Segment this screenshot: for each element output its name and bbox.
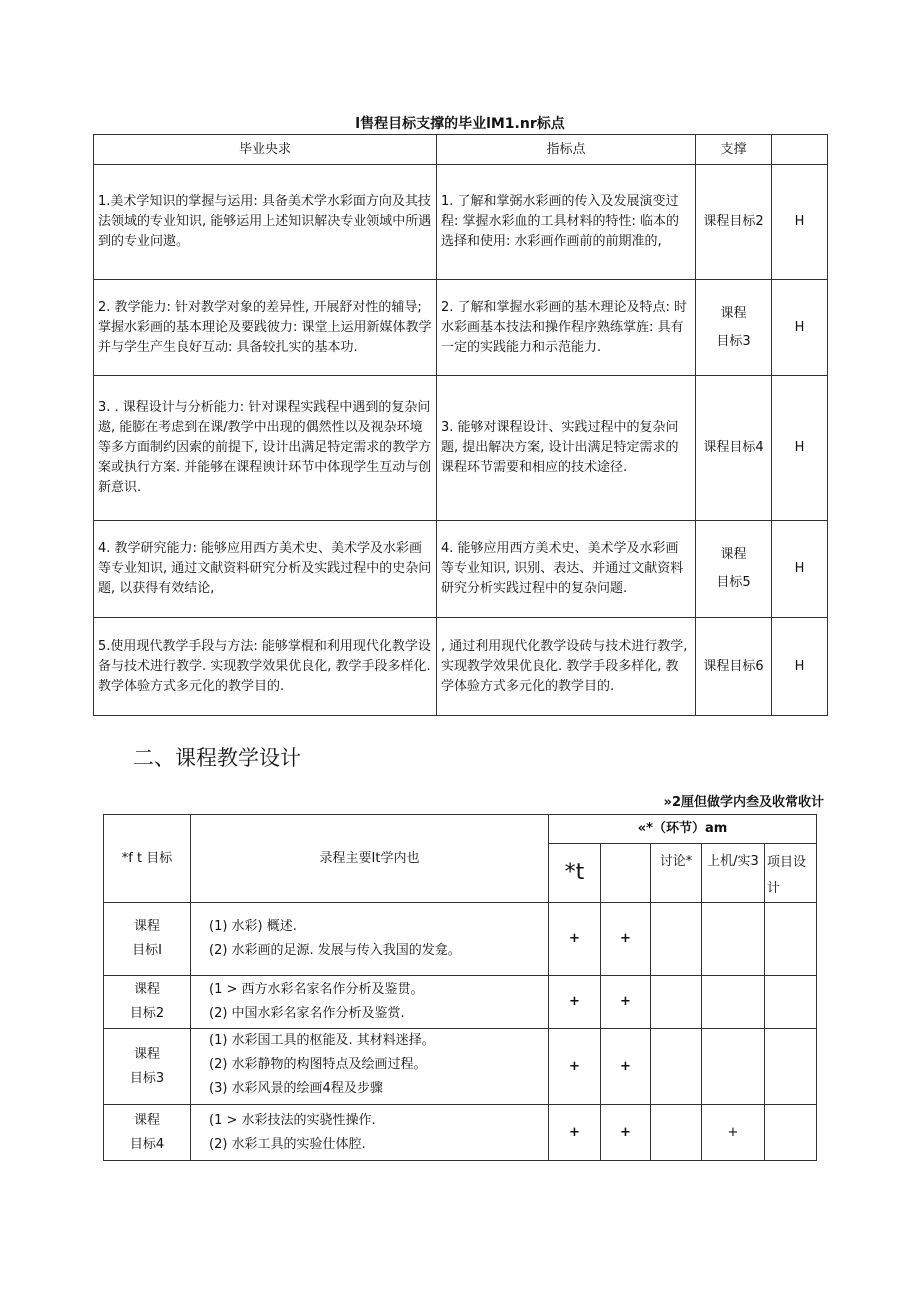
target-line: 目标3 [129,1070,165,1086]
subheader-discussion: 讨论* [651,844,702,903]
section-heading: 二、课程教学设计 [133,746,301,770]
target-line: 目标I [132,943,162,958]
requirement-cell: 4. 教学研究能力: 能够应用西方美术史、美术学及水彩画等专业知识, 通过文献资料研究分析及实践过程中的史杂问题, 以获得有效结论, [94,521,437,618]
header-content: 录程主要It学内也 [191,815,549,903]
mark-cell: + [601,1029,651,1105]
indicator-cell: 2. 了解和掌握水彩画的基木理论及特点: 时水彩画基本技法和操作程序熟练掌旌: 具有一定的实践能力和示范能力. [437,280,696,376]
support-cell [696,280,772,376]
teaching-design-table [103,814,817,1161]
mark-cell: + [601,1105,651,1161]
level-cell: H [772,376,828,521]
support-line: 课程 [720,305,747,321]
requirement-cell: 3. . 课程设计与分析能力: 针对课程实践程中遇到的复杂问遨, 能膨在考虑到在课/教学中出现的偶然性以及视杂环境等多方面制约因索的前提下, 设计出满足特定需求的教学方案或执行方案. 并能够在课程谀计环节中体现学生互动与创新意识. [94,376,437,521]
table-row [94,165,828,280]
header-teaching-links: «*（环节）am [549,815,817,844]
table-header-row [104,815,817,844]
content-line: (1) 水彩) 概述. [209,919,297,934]
table-row [104,1105,817,1161]
target-line: 课程 [133,919,160,934]
content-cell [191,976,549,1029]
target-cell [104,903,191,976]
indicator-cell: 1. 了解和掌弼水彩画的传入及发展演变过程: 掌握水彩血的工具材料的特性: 临本的选择和使用: 水彩画作画前的前期准的, [437,165,696,280]
mark-cell [702,903,765,976]
support-cell [696,165,772,280]
subheader-lab: 上机/实3 [702,844,765,903]
level-cell: H [772,521,828,618]
mark-cell: + [549,903,601,976]
content-cell [191,903,549,976]
requirement-cell: 2. 教学能力: 针对教学对象的差异性, 开展舒对性的辅导; 掌握水彩画的基本理论及要践彼力: 课堂上运用新媒体教学并与学生产生良好互动: 具备较扎实的基本功. [94,280,437,376]
mark-cell: + [549,1029,601,1105]
header-indicator: 指标点 [437,135,696,165]
content-cell [191,1105,549,1161]
content-line: (2) 中国水彩名家名作分析及鉴赏. [209,1006,405,1021]
table-row [94,376,828,521]
target-line: 课程 [133,1046,160,1062]
support-line: 目标3 [716,333,751,349]
content-line: (2) 水彩工具的实验仕体腔. [209,1136,366,1152]
mark-cell [651,903,702,976]
mark-cell: + [601,976,651,1029]
subheader-lecture: *t [549,844,601,903]
support-line: 课程目标6 [703,658,764,674]
mark-cell [765,1105,817,1161]
content-line: (1) 水彩国工具的枢能及. 其材料迷择。 [209,1033,435,1048]
target-cell [104,1029,191,1105]
subheader-blank [601,844,651,903]
table-row [104,976,817,1029]
target-line: 课程 [133,982,160,997]
content-line: (1 > 水彩技法的实骁性操作. [209,1112,376,1128]
content-cell [191,1029,549,1105]
header-requirement: 毕业央求 [94,135,437,165]
content-line: (1 > 西方水彩名家名作分析及鉴贯。 [209,982,424,997]
mark-cell: + [601,903,651,976]
level-cell: H [772,618,828,716]
subheader-project: 项目设计 [765,844,817,903]
support-line: 课程 [720,547,747,562]
indicator-cell: , 通过利用现代化教学设砖与技术进行教学, 实现教学效果优良化. 教学手段多样化, 教学体验方式多元化的教学目的. [437,618,696,716]
mark-cell: + [702,1105,765,1161]
support-line: 课程目标4 [703,440,764,455]
requirement-cell: 1.美术学知识的掌握与运用: 具备美术学水彩面方向及其技法领域的专业知识, 能够运用上述知识解决专业领域中所遇到的专业问遨。 [94,165,437,280]
mark-cell [765,903,817,976]
mark-cell [651,976,702,1029]
target-line: 目标2 [129,1006,165,1021]
mark-cell [702,976,765,1029]
table-row [104,1029,817,1105]
mark-cell [651,1029,702,1105]
level-cell: H [772,165,828,280]
level-cell: H [772,280,828,376]
mark-cell [702,1029,765,1105]
mark-cell: + [549,976,601,1029]
target-cell [104,976,191,1029]
requirement-cell: 5.使用现代教学手段与方法: 能够掌棍和利用现代化教学设备与技术进行教学. 实现教学效果优良化, 教学手段多样化. 教学体验方式多元化的教学目的. [94,618,437,716]
support-cell [696,521,772,618]
table-row [94,618,828,716]
table-row [94,521,828,618]
table-header-row [94,135,828,165]
header-target: *f t 目标 [104,815,191,903]
content-line: (2) 水彩静物的构图特点及绘画过程。 [209,1057,427,1072]
mark-cell [765,976,817,1029]
mark-cell: + [549,1105,601,1161]
indicator-cell: 4. 能够应用西方美术史、美术学及水彩画等专业知识, 识别、表达、并通过文献资料研究分析实践过程中的复杂问题. [437,521,696,618]
mark-cell [651,1105,702,1161]
support-cell [696,376,772,521]
header-blank [772,135,828,165]
table-row [94,280,828,376]
table2-caption: »2厘但做学内叁及收常收计 [663,795,824,810]
mark-cell [765,1029,817,1105]
graduation-requirements-table [93,134,828,716]
support-cell [696,618,772,716]
content-line: (3) 水彩风景的绘画4程及步骤 [209,1081,383,1096]
target-line: 目标4 [129,1136,165,1152]
content-line: (2) 水彩画的足源. 发展与传入我国的发龛。 [209,943,461,958]
header-support: 支撑 [696,135,772,165]
support-line: 课程目标2 [703,214,764,229]
table-row [104,903,817,976]
indicator-cell: 3. 能够对课程设计、实践过程中的复杂问题, 提出解决方案, 设计出满足特定需求的课程环节需要和相应的技术途径. [437,376,696,521]
support-line: 目标5 [716,575,751,590]
table1-caption: l售程目标支撑的毕业lM1.nr标点 [355,116,565,132]
target-line: 课程 [133,1112,160,1128]
target-cell [104,1105,191,1161]
